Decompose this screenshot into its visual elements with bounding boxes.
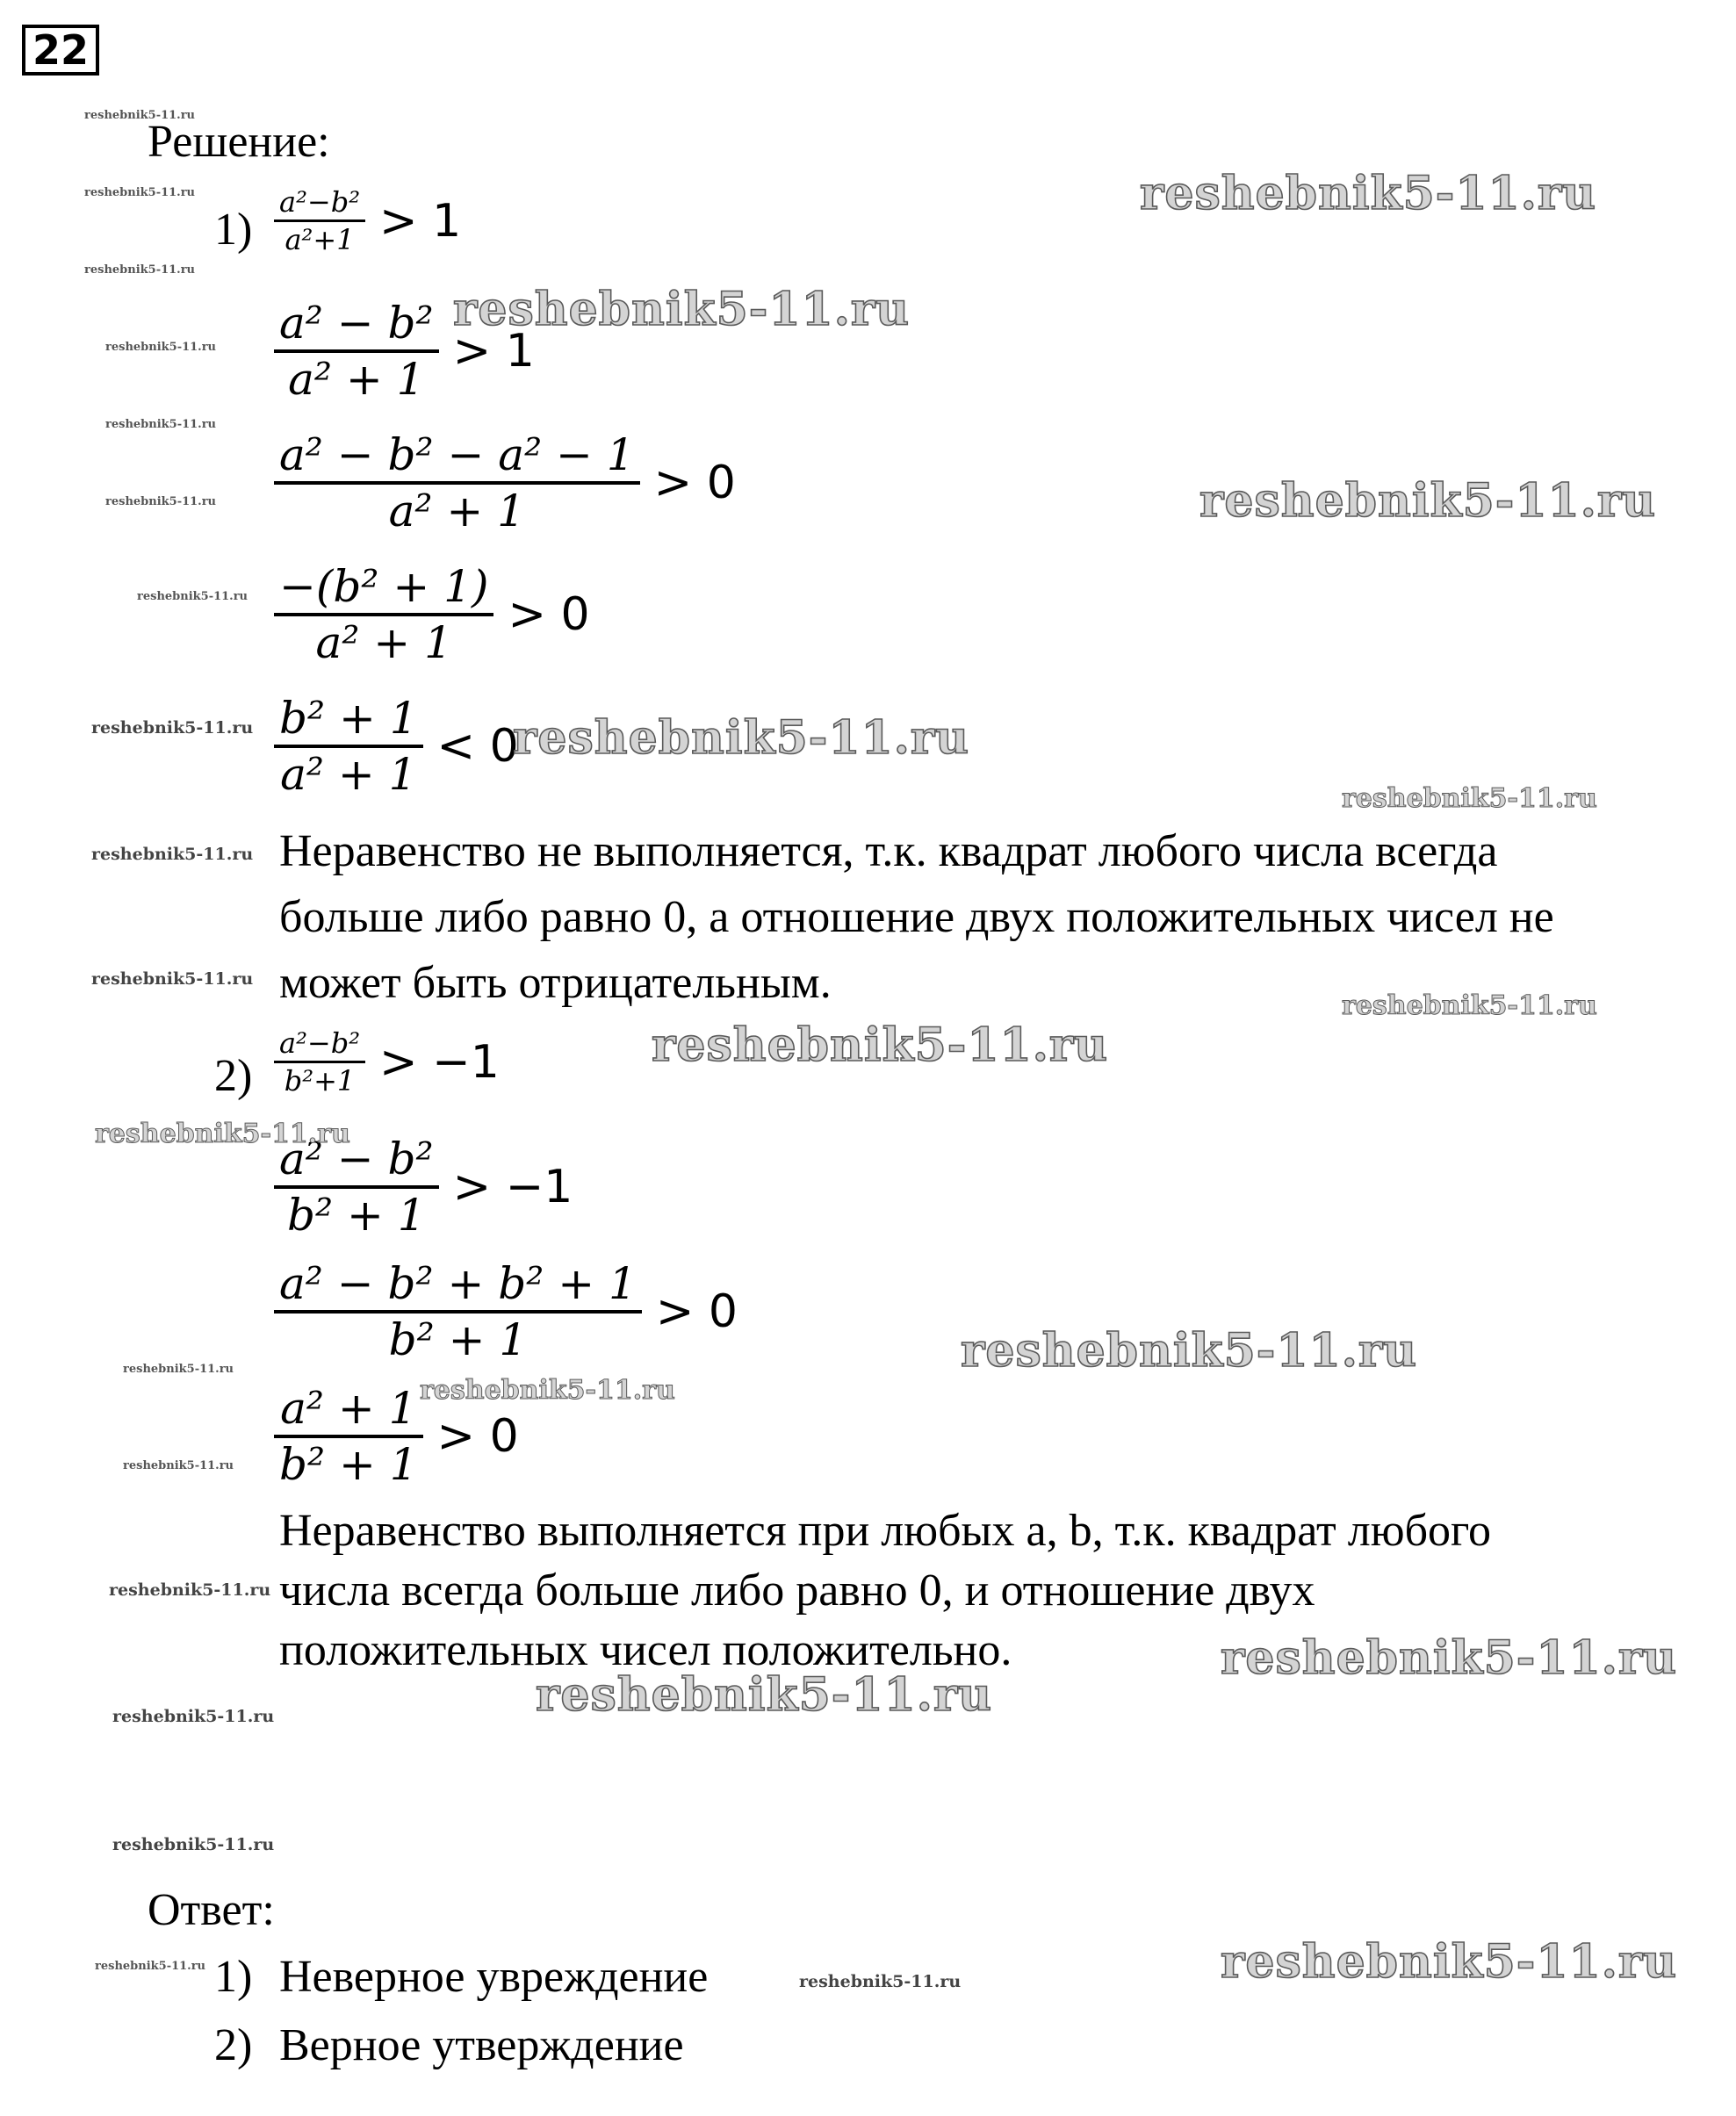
watermark: reshebnik5-11.ru <box>123 1363 234 1376</box>
watermark: reshebnik5-11.ru <box>91 718 254 738</box>
watermark: reshebnik5-11.ru <box>91 845 254 864</box>
watermark: reshebnik5-11.ru <box>420 1375 675 1406</box>
part1-line-2 <box>274 428 736 537</box>
answer-2-text: Верное утверждение <box>279 2020 684 2070</box>
watermark: reshebnik5-11.ru <box>1221 1935 1678 1989</box>
watermark: reshebnik5-11.ru <box>95 1119 350 1149</box>
fraction-denominator: a² + 1 <box>388 486 525 536</box>
watermark: reshebnik5-11.ru <box>112 1707 275 1726</box>
part1-line-3 <box>274 560 590 669</box>
part2-conclusion-line-2: числа всегда больше либо равно 0, и отношение двух <box>279 1565 1315 1616</box>
fraction-denominator: b² + 1 <box>287 1190 426 1241</box>
watermark: reshebnik5-11.ru <box>513 711 970 765</box>
part2-line-0 <box>274 1026 500 1098</box>
watermark: reshebnik5-11.ru <box>105 495 217 508</box>
watermark: reshebnik5-11.ru <box>137 590 249 603</box>
part2-conclusion-line-3: положительных чисел положительно. <box>279 1625 1012 1675</box>
inequality-rhs: > 0 <box>653 457 736 509</box>
watermark: reshebnik5-11.ru <box>84 109 196 122</box>
part2-label: 2) <box>214 1051 253 1101</box>
inequality-rhs: > 0 <box>655 1285 738 1338</box>
answer-1-text: Неверное увреждение <box>279 1952 709 2002</box>
inequality-rhs: > 1 <box>452 325 535 378</box>
watermark: reshebnik5-11.ru <box>1342 990 1597 1021</box>
fraction-numerator: a² − b² − a² − 1 <box>279 429 635 480</box>
watermark: reshebnik5-11.ru <box>95 1960 206 1973</box>
part1-conclusion-line-2: больше либо равно 0, а отношение двух положительных чисел не <box>279 892 1554 942</box>
watermark: reshebnik5-11.ru <box>109 1580 271 1600</box>
watermark: reshebnik5-11.ru <box>105 418 217 431</box>
fraction-numerator: a²−b² <box>279 1026 361 1060</box>
watermark: reshebnik5-11.ru <box>961 1324 1418 1378</box>
watermark: reshebnik5-11.ru <box>91 969 254 989</box>
inequality-rhs: > −1 <box>452 1161 573 1213</box>
watermark: reshebnik5-11.ru <box>1199 474 1657 528</box>
part1-conclusion-line-3: может быть отрицательным. <box>279 958 832 1008</box>
fraction-numerator: a²−b² <box>279 185 361 219</box>
watermark: reshebnik5-11.ru <box>453 283 911 336</box>
part1-label: 1) <box>214 205 253 255</box>
watermark: reshebnik5-11.ru <box>105 341 217 354</box>
watermark: reshebnik5-11.ru <box>1342 783 1597 814</box>
fraction-denominator: a² + 1 <box>315 617 452 668</box>
watermark: reshebnik5-11.ru <box>1140 167 1597 220</box>
part1-line-4 <box>274 692 519 801</box>
solution-heading: Решение: <box>148 117 330 167</box>
part2-line-2 <box>274 1257 738 1366</box>
inequality-rhs: < 0 <box>436 720 519 773</box>
watermark: reshebnik5-11.ru <box>84 263 196 277</box>
answer-1-label: 1) <box>214 1952 253 2002</box>
watermark: reshebnik5-11.ru <box>112 1835 275 1854</box>
fraction-denominator: b² + 1 <box>388 1314 528 1365</box>
inequality-rhs: > −1 <box>379 1035 500 1089</box>
part1-line-0 <box>274 184 461 257</box>
watermark: reshebnik5-11.ru <box>123 1459 234 1472</box>
fraction-numerator: a² + 1 <box>280 1383 417 1434</box>
fraction-denominator: a²+1 <box>285 223 355 256</box>
part1-conclusion-line-1: Неравенство не выполняется, т.к. квадрат любого числа всегда <box>279 826 1498 876</box>
inequality-rhs: > 0 <box>436 1410 519 1463</box>
inequality-rhs: > 1 <box>379 194 462 248</box>
fraction-denominator: a² + 1 <box>280 749 417 800</box>
fraction-denominator: a² + 1 <box>288 354 425 405</box>
fraction-numerator: a² − b² + b² + 1 <box>279 1258 637 1309</box>
watermark: reshebnik5-11.ru <box>799 1972 962 1991</box>
watermark: reshebnik5-11.ru <box>84 186 196 199</box>
watermark: reshebnik5-11.ru <box>1221 1631 1678 1685</box>
answer-2-label: 2) <box>214 2020 253 2070</box>
fraction-denominator: b² + 1 <box>279 1439 418 1490</box>
fraction-denominator: b²+1 <box>284 1064 356 1098</box>
fraction-numerator: −(b² + 1) <box>279 561 489 612</box>
answer-heading: Ответ: <box>148 1885 275 1935</box>
inequality-rhs: > 0 <box>508 588 590 641</box>
fraction-numerator: a² − b² <box>279 298 434 349</box>
task-number: 22 <box>22 25 99 76</box>
watermark: reshebnik5-11.ru <box>652 1018 1109 1072</box>
fraction-numerator: b² + 1 <box>279 693 418 744</box>
part2-conclusion-line-1: Неравенство выполняется при любых a, b, т.к. квадрат любого <box>279 1506 1492 1556</box>
watermark: reshebnik5-11.ru <box>536 1668 993 1722</box>
fraction-numerator: a² − b² <box>279 1134 434 1184</box>
